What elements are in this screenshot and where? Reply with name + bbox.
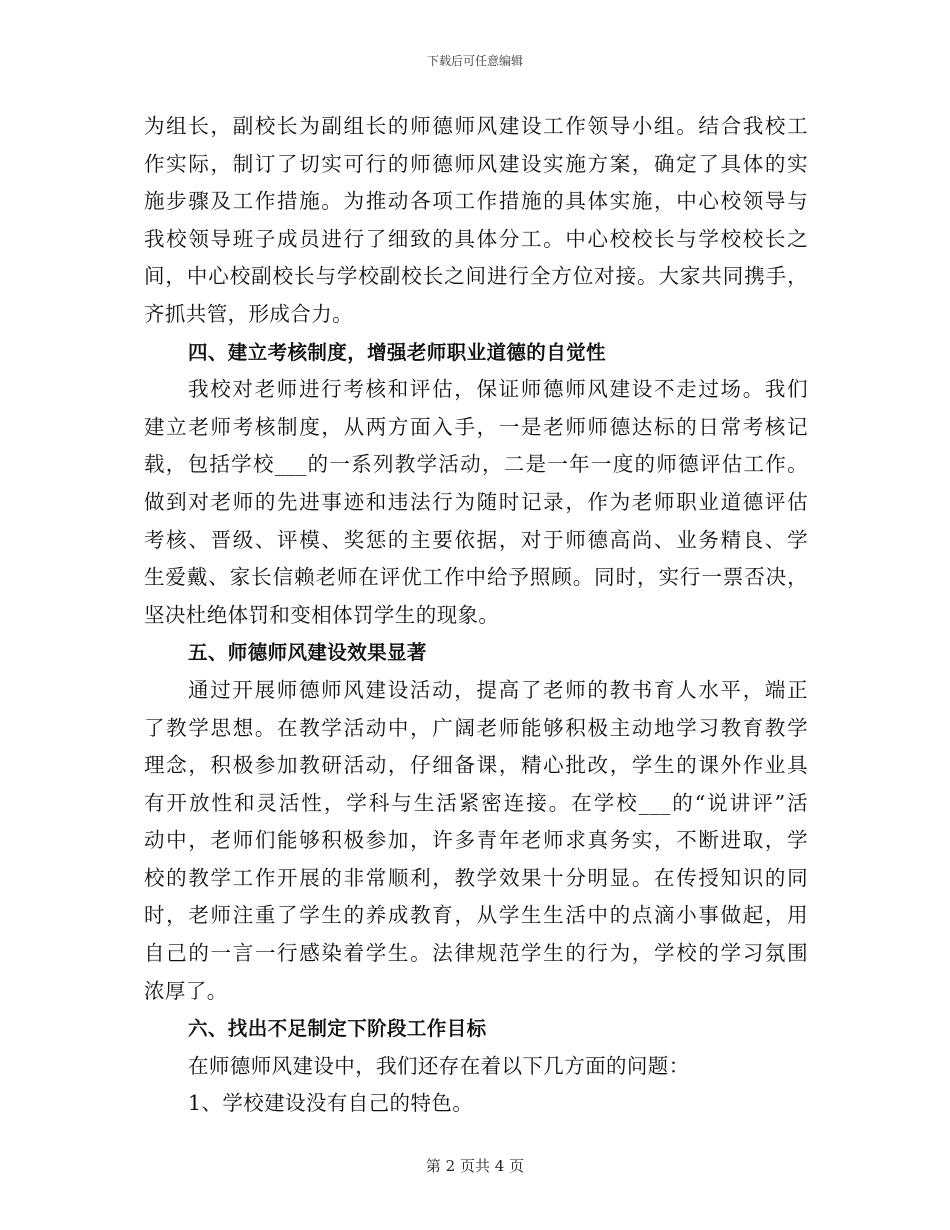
paragraph-line: 为组长，副校长为副组长的师德师风建设工作领导小组。结合我校工 <box>144 114 808 138</box>
paragraph-line: 建立老师考核制度，从两方面入手，一是老师师德达标的日常考核记 <box>144 414 808 439</box>
paragraph-line: 间，中心校副校长与学校副校长之间进行全方位对接。大家共同携手， <box>144 264 808 289</box>
paragraph-line: 施步骤及工作措施。为推动各项工作措施的具体实施，中心校领导与 <box>144 189 808 214</box>
paragraph-line: 坚决杜绝体罚和变相体罚学生的现象。 <box>144 602 500 627</box>
paragraph-line: 齐抓共管，形成合力。 <box>144 301 353 326</box>
document-body <box>144 108 808 1123</box>
paragraph-line: 动中，老师们能够积极参加，许多青年老师求真务实，不断进取，学 <box>144 828 808 853</box>
paragraph-line: 生爱戴、家长信赖老师在评优工作中给予照顾。同时，实行一票否决， <box>144 565 808 590</box>
paragraph-line: 载，包括学校___的一系列教学活动，二是一年一度的师德评估工作。 <box>144 452 808 477</box>
paragraph-line: 我校对老师进行考核和评估，保证师德师风建设不走过场。我们 <box>188 377 808 402</box>
paragraph-line: 考核、晋级、评模、奖惩的主要依据，对于师德高尚、业务精良、学 <box>144 527 808 552</box>
paragraph-line: 有开放性和灵活性，学科与生活紧密连接。在学校___的“说讲评”活 <box>144 790 808 815</box>
paragraph-line: 了教学思想。在教学活动中，广阔老师能够积极主动地学习教育教学 <box>144 715 808 740</box>
paragraph-line: 通过开展师德师风建设活动，提高了老师的教书育人水平，端正 <box>188 677 808 702</box>
page-footer: 第 2 页共 4 页 <box>425 1157 525 1175</box>
paragraph-line: 我校领导班子成员进行了细致的具体分工。中心校校长与学校校长之 <box>144 226 808 251</box>
section-heading: 五、师德师风建设效果显著 <box>188 641 427 665</box>
paragraph-line: 作实际，制订了切实可行的师德师风建设实施方案，确定了具体的实 <box>144 151 808 176</box>
page-header: 下载后可任意编辑 <box>426 54 523 68</box>
paragraph-line: 在师德师风建设中，我们还存在着以下几方面的问题： <box>188 1053 690 1078</box>
paragraph-line: 理念，积极参加教研活动，仔细备课，精心批改，学生的课外作业具 <box>144 753 808 778</box>
paragraph-line: 浓厚了。 <box>144 978 228 1003</box>
paragraph-line: 自己的一言一行感染着学生。法律规范学生的行为，学校的学习氛围 <box>144 941 808 966</box>
list-item: 1、学校建设没有自己的特色。 <box>188 1091 474 1116</box>
paragraph-line: 做到对老师的先进事迹和违法行为随时记录，作为老师职业道德评估 <box>144 489 808 514</box>
section-heading: 六、找出不足制定下阶段工作目标 <box>188 1017 487 1041</box>
section-heading: 四、建立考核制度，增强老师职业道德的自觉性 <box>188 340 606 364</box>
paragraph-line: 时，老师注重了学生的养成教育，从学生生活中的点滴小事做起，用 <box>144 903 808 928</box>
paragraph-line: 校的教学工作开展的非常顺利，教学效果十分明显。在传授知识的同 <box>144 865 808 890</box>
